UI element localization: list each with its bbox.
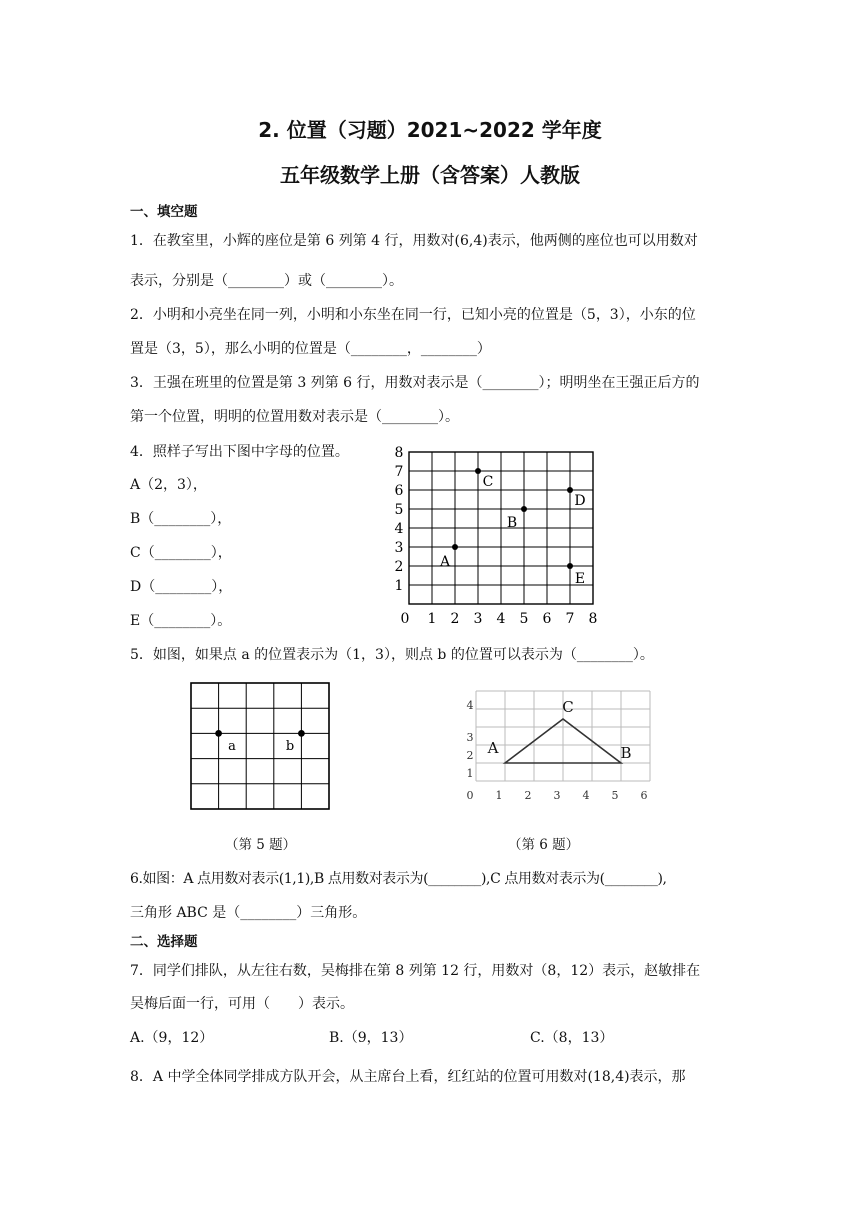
q4-x-label-7: 7 (565, 611, 575, 627)
q4-point-a-label: A (439, 554, 451, 570)
q4-y-label-1: 1 (394, 578, 404, 594)
q6-vertex-c-label: C (562, 698, 574, 716)
q4-x-label-1: 1 (427, 611, 437, 627)
q2-line1: 2．小明和小亮坐在同一列，小明和小东坐在同一行，已知小亮的位置是（5，3），小东的位 (130, 307, 696, 323)
q7-option-a: A.（9，12） (130, 1030, 214, 1046)
q7-line1: 7．同学们排队，从左往右数，吴梅排在第 8 列第 12 行，用数对（8，12）表示，赵敏排在 (130, 963, 701, 979)
q4-y-label-6: 6 (394, 483, 404, 499)
q4-point-e-dot (567, 563, 573, 569)
q5-caption: （第 5 题） (225, 837, 297, 853)
q6-vertex-a-label: A (487, 739, 499, 757)
q4-x-label-8: 8 (588, 611, 598, 627)
q4-y-label-5: 5 (394, 502, 404, 518)
q6-x-label-2: 2 (524, 789, 532, 802)
q6-x-label-1: 1 (495, 789, 503, 802)
q4-answer-b: B（________）， (130, 511, 232, 527)
doc-title-line2: 五年级数学上册（含答案）人教版 (280, 163, 580, 187)
q3-line2: 第一个位置，明明的位置用数对表示是（________）。 (130, 409, 459, 425)
q4-prompt: 4．照样子写出下图中字母的位置。 (130, 444, 349, 460)
q4-point-b-dot (521, 506, 527, 512)
q5-point-b-dot (298, 730, 305, 737)
q2-line2: 置是（3，5），那么小明的位置是（________，________） (130, 341, 491, 357)
q6-vertex-b-label: B (620, 744, 632, 762)
q6-y-label-2: 2 (466, 749, 474, 762)
q4-answer-d: D（________）， (130, 579, 233, 595)
q6-x-label-5: 5 (611, 789, 619, 802)
q4-y-label-3: 3 (394, 540, 404, 556)
q4-x-label-4: 4 (496, 611, 506, 627)
q4-x-label-2: 2 (450, 611, 460, 627)
q5-point-a-label: a (228, 739, 236, 754)
q6-y-label-4: 4 (466, 699, 474, 712)
section-fill-in: 一、填空题 (130, 204, 198, 220)
q4-x-label-0: 0 (400, 611, 410, 627)
q4-y-label-4: 4 (394, 521, 404, 537)
q7-option-b: B.（9，13） (329, 1030, 413, 1046)
q4-answer-e: E（________）。 (130, 613, 232, 629)
q5-text: 5．如图，如果点 a 的位置表示为（1，3），则点 b 的位置可以表示为（________）。 (130, 647, 654, 663)
q6-x-label-3: 3 (553, 789, 561, 802)
doc-title-line1: 2. 位置（习题）2021~2022 学年度 (258, 118, 602, 142)
section-choice: 二、选择题 (130, 934, 198, 950)
q4-x-label-5: 5 (519, 611, 529, 627)
q8-line1: 8．A 中学全体同学排成方队开会，从主席台上看，红红站的位置可用数对(18,4)表示，那 (130, 1069, 686, 1085)
q4-answer-a: A（2，3）， (130, 477, 207, 493)
q4-point-b-label: B (506, 515, 518, 531)
q6-y-label-3: 3 (466, 731, 474, 744)
q4-x-label-6: 6 (542, 611, 552, 627)
q5-grid-figure (188, 680, 334, 814)
q6-x-label-0: 0 (466, 789, 474, 802)
q7-line2: 吴梅后面一行，可用（ ）表示。 (130, 996, 354, 1012)
q5-point-b-label: b (285, 739, 295, 754)
q6-line1: 6.如图：A 点用数对表示(1,1),B 点用数对表示为(________),C 点用数对表示为(________), (130, 871, 667, 887)
q4-point-d-dot (567, 487, 573, 493)
q6-x-label-4: 4 (582, 789, 590, 802)
q4-point-e-label: E (574, 571, 586, 587)
q4-point-a-dot (452, 544, 458, 550)
q6-triangle-figure (448, 685, 658, 807)
q4-y-label-7: 7 (394, 464, 404, 480)
q1-line2: 表示，分别是（________）或（________）。 (130, 273, 403, 289)
q4-coordinate-grid (385, 440, 600, 630)
q6-y-label-1: 1 (466, 767, 474, 780)
q1-line1: 1．在教室里，小辉的座位是第 6 列第 4 行，用数对(6,4)表示，他两侧的座位也可以用数对 (130, 233, 698, 249)
q6-x-label-6: 6 (640, 789, 648, 802)
q5-point-a-dot (215, 730, 222, 737)
q4-point-d-label: D (574, 493, 586, 509)
q4-y-label-8: 8 (394, 445, 404, 461)
q3-line1: 3．王强在班里的位置是第 3 列第 6 行，用数对表示是（________）；明明坐在王强正后方的 (130, 375, 700, 391)
q4-x-label-3: 3 (473, 611, 483, 627)
q4-y-label-2: 2 (394, 559, 404, 575)
q7-option-c: C.（8，13） (530, 1030, 614, 1046)
q4-answer-c: C（________）， (130, 545, 232, 561)
q6-line2: 三角形 ABC 是（________）三角形。 (130, 905, 367, 921)
q6-caption: （第 6 题） (508, 837, 580, 853)
q4-point-c-label: C (482, 474, 494, 490)
q4-point-c-dot (475, 468, 481, 474)
